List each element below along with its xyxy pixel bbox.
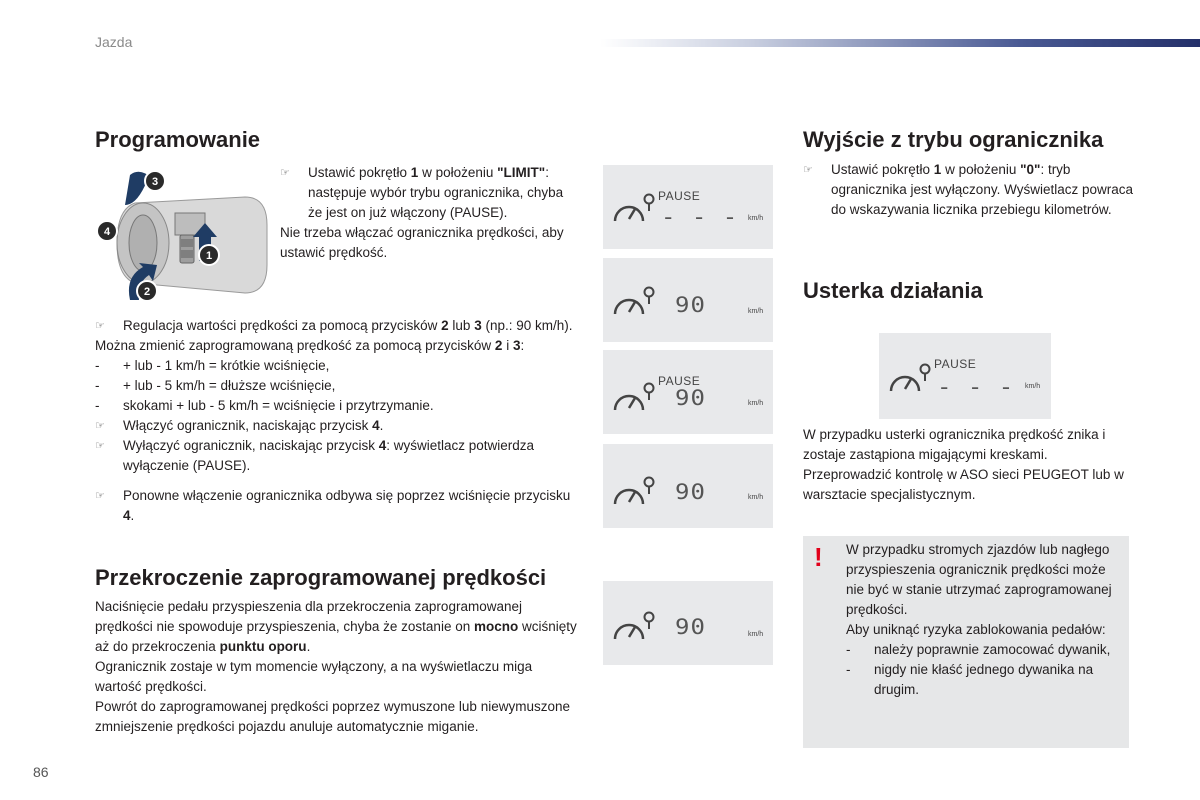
intro-block	[280, 163, 580, 263]
dash-item-3: - skokami + lub - 5 km/h = wciśnięcie i przytrzymanie.	[95, 398, 434, 413]
usterka-p2: Przeprowadzić kontrolę w ASO sieci PEUGEOT lub w warsztacie specjalistycznym.	[803, 467, 1124, 502]
display-unit: km/h	[748, 308, 764, 315]
pointing-hand-icon: ☞	[280, 167, 290, 179]
display-panel-1	[603, 165, 773, 249]
display-speed: 90	[675, 614, 706, 640]
page-number: 86	[33, 764, 49, 780]
display-unit: km/h	[1025, 383, 1041, 390]
usterka-text	[803, 425, 1133, 505]
warning-text	[846, 540, 1121, 700]
svg-text:1: 1	[205, 250, 213, 262]
heading-przekroczenie: Przekroczenie zaprogramowanej prędkości	[95, 565, 547, 590]
dash-item-1: - + lub - 1 km/h = krótkie wciśnięcie,	[95, 358, 330, 373]
display-panel-2	[603, 258, 773, 342]
callout-3	[145, 171, 165, 191]
heading-wyjscie: Wyjście z trybu ogranicznika	[803, 127, 1104, 152]
display-speed: - - -	[661, 204, 739, 230]
bullet-regulacja: ☞ Regulacja wartości prędkości za pomocą przycisków 2 lub 3 (np.: 90 km/h).	[95, 316, 580, 336]
speed-limiter-gauge-icon	[611, 284, 659, 320]
svg-text:2: 2	[143, 286, 151, 298]
display-pause: PAUSE	[658, 374, 701, 388]
callout-4	[97, 221, 117, 241]
display-pause: PAUSE	[934, 357, 977, 371]
limiter-stalk-illustration	[95, 165, 270, 305]
wyjscie-block	[803, 160, 1133, 220]
heading-usterka: Usterka działania	[803, 278, 983, 303]
warning-icon: !	[814, 542, 823, 572]
speed-limiter-gauge-icon	[611, 609, 659, 645]
svg-text:3: 3	[151, 176, 159, 188]
display-speed: 90	[675, 385, 706, 411]
display-unit: km/h	[748, 400, 764, 407]
speed-limiter-gauge-icon	[887, 361, 935, 397]
callout-2	[137, 281, 157, 301]
warning-dash-2: - nigdy nie kłaść jednego dywanika na drugim.	[846, 662, 1094, 697]
display-panel-3	[603, 350, 773, 434]
svg-text:4: 4	[103, 226, 111, 238]
bullet-ponowne: ☞ Ponowne włączenie ogranicznika odbywa się poprzez wciśnięcie przycisku 4.	[95, 488, 571, 523]
przekroczenie-p2: Ogranicznik zostaje w tym momencie wyłączony, a na wyświetlaczu miga wartość prędkości.	[95, 659, 533, 694]
display-unit: km/h	[748, 215, 764, 222]
przekroczenie-p3: Powrót do zaprogramowanej prędkości poprzez wymuszone lub niewymuszone zmniejszenie prędkości pojazdu anuluje automatycznie miganie.	[95, 699, 570, 734]
pointing-hand-icon: ☞	[95, 490, 105, 502]
warning-dash-1: - należy poprawnie zamocować dywanik,	[846, 642, 1111, 657]
pointing-hand-icon: ☞	[95, 320, 105, 332]
display-speed: 90	[675, 292, 706, 318]
line-change: Można zmienić zaprogramowaną prędkość za pomocą przycisków 2 i 3:	[95, 338, 525, 353]
speed-limiter-gauge-icon	[611, 191, 659, 227]
bullet-wlaczyc: ☞ Włączyć ogranicznik, naciskając przycisk 4.	[95, 416, 580, 436]
heading-programowanie: Programowanie	[95, 127, 261, 152]
wyjscie-bullet: ☞ Ustawić pokrętło 1 w położeniu "0": tryb ogranicznika jest wyłączony. Wyświetlacz powraca do wskazywania licznika przebiegu kilometrów.	[803, 162, 1133, 217]
display-unit: km/h	[748, 494, 764, 501]
pointing-hand-icon: ☞	[95, 420, 105, 432]
display-pause: PAUSE	[658, 189, 701, 203]
display-panel-6	[879, 333, 1051, 419]
przekroczenie-p1: Naciśnięcie pedału przyspieszenia dla przekroczenia zaprogramowanej prędkości nie spowoduje przyspieszenia, chyba że zostanie on mocno wciśnięty aż do przekroczenia punktu oporu.	[95, 599, 577, 654]
display-speed: 90	[675, 479, 706, 505]
programowanie-list	[95, 316, 580, 526]
pointing-hand-icon: ☞	[95, 440, 105, 452]
display-unit: km/h	[748, 631, 764, 638]
bullet-wylaczyc: ☞ Wyłączyć ogranicznik, naciskając przycisk 4: wyświetlacz potwierdza wyłączenie (PAUSE).	[95, 438, 535, 473]
display-speed: - - -	[937, 374, 1015, 400]
warning-box	[803, 536, 1129, 748]
pointing-hand-icon: ☞	[803, 164, 813, 176]
usterka-p1: W przypadku usterki ogranicznika prędkość znika i zostaje zastąpiona migającymi kreskami.	[803, 427, 1106, 462]
dash-item-2: - + lub - 5 km/h = dłuższe wciśnięcie,	[95, 378, 336, 393]
speed-limiter-gauge-icon	[611, 380, 659, 416]
display-panel-4	[603, 444, 773, 528]
callout-1	[199, 245, 219, 265]
display-panel-5	[603, 581, 773, 665]
speed-limiter-gauge-icon	[611, 474, 659, 510]
section-label: Jazda	[95, 34, 133, 50]
warning-p1: W przypadku stromych zjazdów lub nagłego przyspieszenia ogranicznik prędkości może nie być w stanie utrzymać zaprogramowanej prędkości.	[846, 542, 1112, 617]
intro-bullet: ☞ Ustawić pokrętło 1 w położeniu "LIMIT": następuje wybór trybu ogranicznika, chyba że jest on już włączony (PAUSE).	[280, 165, 564, 220]
przekroczenie-text	[95, 597, 580, 737]
intro-note: Nie trzeba włączać ogranicznika prędkości, aby ustawić prędkość.	[280, 225, 564, 260]
warning-p2: Aby uniknąć ryzyka zablokowania pedałów:	[846, 622, 1106, 637]
header-bar	[600, 39, 1200, 47]
